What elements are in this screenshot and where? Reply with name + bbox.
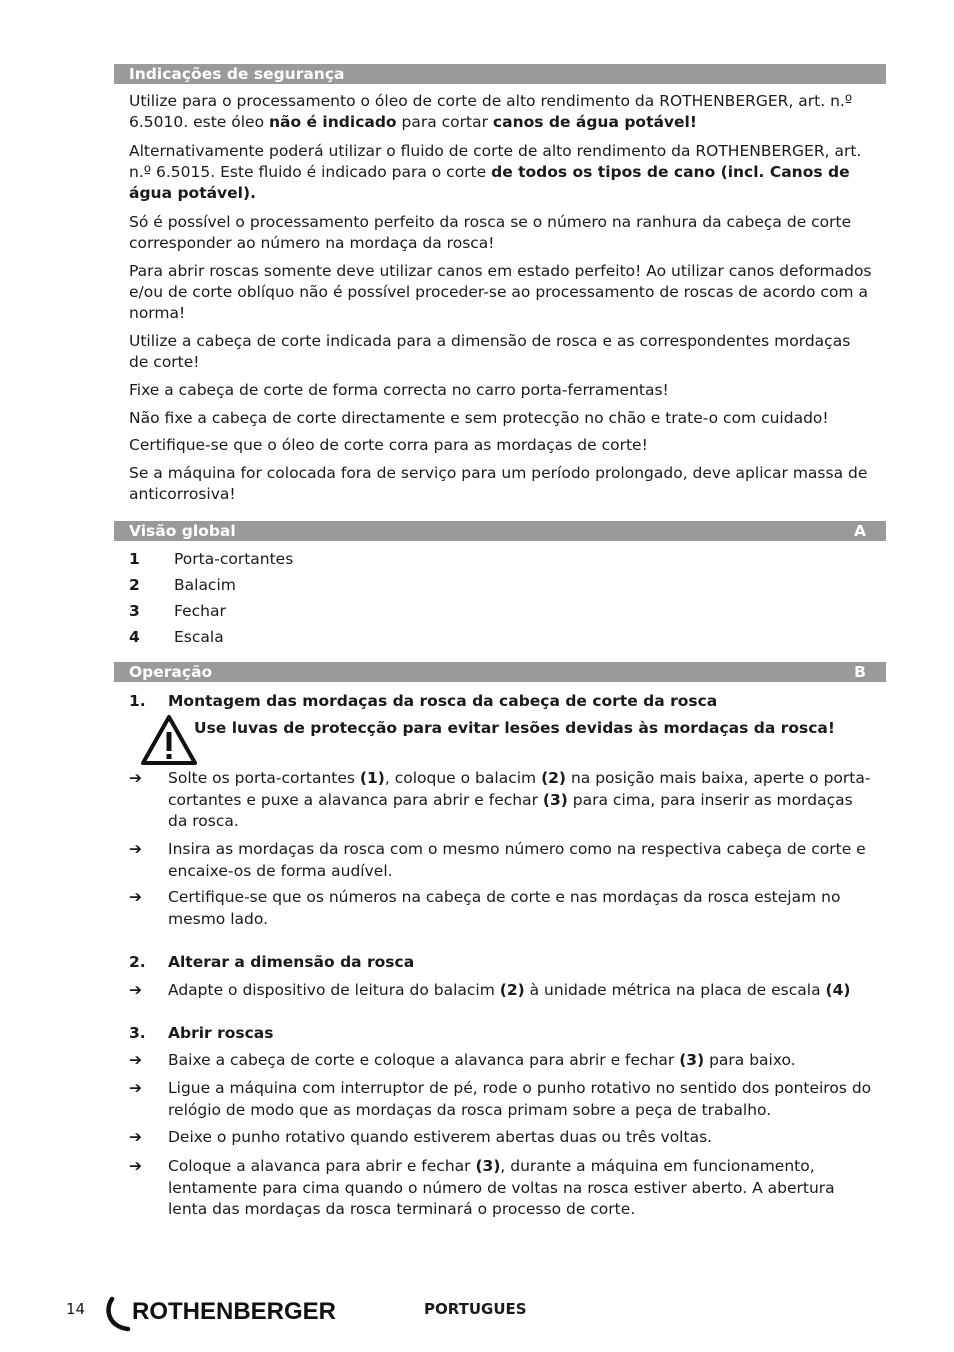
warning-text: Use luvas de protecção para evitar lesões devidas às mordaças da rosca! [194, 719, 835, 737]
step-heading-3: 3. Abrir roscas [129, 1024, 274, 1042]
safety-paragraph-4: Para abrir roscas somente deve utilizar canos em estado perfeito! Ao utilizar canos deformados e/ou de corte oblíquo não é possível proceder-se ao processamento de roscas de acordo com a norma! [129, 262, 872, 322]
safety-paragraph-2: Alternativamente poderá utilizar o fluido de corte de alto rendimento da ROTHENBERGER, art. n.º 6.5015. Este fluido é indicado para o corte de todos os tipos de cano (incl. Canos de água potável). [129, 142, 862, 202]
arrow-icon: ➔ [129, 1128, 142, 1146]
instruction-item: ➔ Certifique-se que os números na cabeça de corte e nas mordaças da rosca estejam no mesmo lado. [129, 888, 841, 928]
section-letter-overview: A [854, 522, 866, 540]
safety-paragraph-6: Fixe a cabeça de corte de forma correcta no carro porta-ferramentas! [129, 381, 669, 399]
instruction-item: ➔ Adapte o dispositivo de leitura do balacim (2) à unidade métrica na placa de escala (4) [129, 980, 874, 1002]
safety-paragraph-8: Certifique-se que o óleo de corte corra para as mordaças de corte! [129, 436, 648, 454]
section-bar-safety [114, 64, 886, 84]
instruction-item: ➔ Baixe a cabeça de corte e coloque a alavanca para abrir e fechar (3) para baixo. [129, 1050, 874, 1072]
instruction-item: ➔ Coloque a alavanca para abrir e fechar (3), durante a máquina em funcionamento, lentamente para cima quando o número de voltas na rosca estiver aberto. A abertura lenta das mordaças da rosca terminará o processo de corte. [129, 1157, 835, 1218]
rothenberger-logo [106, 1293, 346, 1333]
safety-paragraph-1: Utilize para o processamento o óleo de corte de alto rendimento da ROTHENBERGER, art. n.º 6.5010. este óleo não é indicado para cortar canos de água potável! [129, 92, 853, 131]
safety-paragraph-5: Utilize a cabeça de corte indicada para a dimensão de rosca e as correspondentes mordaças de corte! [129, 332, 851, 371]
section-title-overview: Visão global [129, 522, 236, 540]
list-item: 1 Porta-cortantes [129, 550, 294, 568]
arrow-icon: ➔ [129, 1051, 142, 1069]
instruction-item: ➔ Solte os porta-cortantes (1), coloque o balacim (2) na posição mais baixa, aperte o porta-cortantes e puxe a alavanca para abrir e fechar (3) para cima, para inserir as mordaças da rosca. [129, 769, 871, 830]
step-heading-1: 1. Montagem das mordaças da rosca da cabeça de corte da rosca [129, 692, 718, 710]
instruction-item: ➔ Insira as mordaças da rosca com o mesmo número como na respectiva cabeça de corte e encaixe-os de forma audível. [129, 840, 866, 880]
arrow-icon: ➔ [129, 981, 142, 999]
list-item: 2 Balacim [129, 576, 236, 594]
arrow-icon: ➔ [129, 1157, 142, 1175]
page-number: 14 [66, 1300, 86, 1318]
safety-paragraph-3: Só é possível o processamento perfeito da rosca se o número na ranhura da cabeça de corte corresponder ao número na mordaça da rosca! [129, 213, 852, 252]
language-label: PORTUGUES [424, 1300, 527, 1318]
list-item: 3 Fechar [129, 602, 226, 620]
safety-paragraph-7: Não fixe a cabeça de corte directamente e sem protecção no chão e trate-o com cuidado! [129, 409, 829, 427]
safety-paragraph-9: Se a máquina for colocada fora de serviço para um período prolongado, deve aplicar massa de anticorrosiva! [129, 464, 868, 503]
section-title-operation: Operação [129, 663, 213, 681]
section-bar-overview [114, 521, 886, 541]
section-bar-operation [114, 662, 886, 682]
section-title-safety: Indicações de segurança [129, 65, 345, 83]
arrow-icon: ➔ [129, 840, 142, 858]
instruction-item: ➔ Deixe o punho rotativo quando estiverem abertas duas ou três voltas. [129, 1127, 874, 1149]
arrow-icon: ➔ [129, 769, 142, 787]
list-item: 4 Escala [129, 628, 224, 646]
step-heading-2: 2. Alterar a dimensão da rosca [129, 953, 415, 971]
section-letter-operation: B [854, 663, 866, 681]
svg-text:ROTHENBERGER: ROTHENBERGER [132, 1298, 337, 1325]
arrow-icon: ➔ [129, 1079, 142, 1097]
warning-triangle-icon [140, 714, 198, 766]
instruction-item: ➔ Ligue a máquina com interruptor de pé, rode o punho rotativo no sentido dos ponteiros do relógio de modo que as mordaças da rosca primam sobre a peça de trabalho. [129, 1079, 872, 1119]
arrow-icon: ➔ [129, 888, 142, 906]
